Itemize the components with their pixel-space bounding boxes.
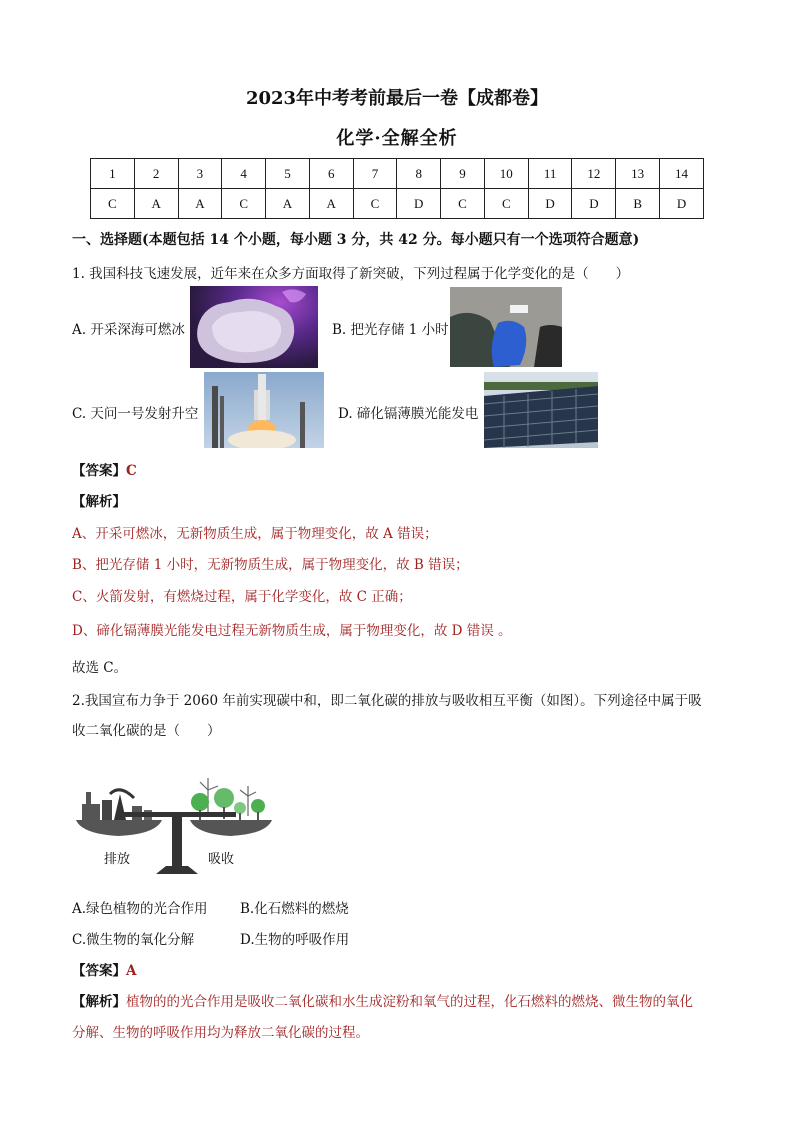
answer-table-number: 12 xyxy=(572,159,616,189)
q2-stem-line2: 收二氧化碳的是（ ） xyxy=(72,723,221,739)
combustible-ice-image xyxy=(190,286,318,368)
figure-absorption-label: 吸收 xyxy=(208,852,235,867)
answer-table-number: 13 xyxy=(616,159,660,189)
answer-table-answer: C xyxy=(441,189,485,219)
answer-table-answer: D xyxy=(528,189,572,219)
q2-answer xyxy=(72,959,136,979)
q2-answer-label: 【答案】 xyxy=(72,963,126,979)
q2-analysis-line1 xyxy=(72,990,693,1010)
q1-conclusion: 故选 C。 xyxy=(72,660,128,676)
page-title: 2023年中考考前最后一卷【成都卷】 xyxy=(245,88,549,109)
answer-table xyxy=(90,158,704,219)
answer-table-number: 3 xyxy=(178,159,222,189)
answer-table-answer: D xyxy=(397,189,441,219)
q1-option-a: A. 开采深海可燃冰 xyxy=(72,322,185,338)
answer-table-answers-row xyxy=(91,189,704,219)
q1-option-d: D. 碲化镉薄膜光能发电 xyxy=(338,406,479,422)
q1-answer-value: C xyxy=(126,463,137,479)
q2-option-c: C.微生物的氧化分解 xyxy=(72,932,195,948)
q1-analysis-d: D、碲化镉薄膜光能发电过程无新物质生成，属于物理变化，故 D 错误 。 xyxy=(72,623,512,639)
rocket-launch-image xyxy=(204,372,324,448)
answer-table-answer: C xyxy=(91,189,135,219)
q2-option-d: D.生物的呼吸作用 xyxy=(240,932,350,948)
answer-table-numbers-row xyxy=(91,159,704,189)
q2-analysis-line2: 分解、生物的呼吸作用均为释放二氧化碳的过程。 xyxy=(72,1025,369,1041)
q2-stem-line1: 2.我国宣布力争于 2060 年前实现碳中和，即二氧化碳的排放与吸收相互平衡（如图）。下列途径中属于吸 xyxy=(72,693,702,709)
carbon-balance-figure xyxy=(76,754,276,878)
answer-table-answer: B xyxy=(616,189,660,219)
q2-option-a: A.绿色植物的光合作用 xyxy=(72,901,208,917)
answer-table-number: 2 xyxy=(134,159,178,189)
answer-table-number: 8 xyxy=(397,159,441,189)
answer-table-number: 14 xyxy=(660,159,704,189)
answer-table-answer: A xyxy=(309,189,353,219)
q1-answer xyxy=(72,459,137,479)
q1-option-b: B. 把光存储 1 小时 xyxy=(332,322,449,338)
q1-option-c: C. 天问一号发射升空 xyxy=(72,406,199,422)
q1-analysis-label: 【解析】 xyxy=(72,494,126,510)
page-subtitle: 化学·全解全析 xyxy=(336,128,458,149)
answer-table-answer: D xyxy=(660,189,704,219)
q1-stem: 1. 我国科技飞速发展，近年来在众多方面取得了新突破，下列过程属于化学变化的是（ ） xyxy=(72,266,630,282)
answer-table-number: 4 xyxy=(222,159,266,189)
light-storage-image xyxy=(450,287,562,367)
section-heading: 一、选择题(本题包括 14 个小题，每小题 3 分，共 42 分。每小题只有一个选项符合题意) xyxy=(72,232,640,248)
q2-analysis-text-1: 植物的的光合作用是吸收二氧化碳和水生成淀粉和氧气的过程，化石燃料的燃烧、微生物的氧化 xyxy=(126,994,693,1010)
answer-table-number: 1 xyxy=(91,159,135,189)
answer-table-number: 7 xyxy=(353,159,397,189)
solar-panel-image xyxy=(484,372,598,448)
answer-table-number: 6 xyxy=(309,159,353,189)
answer-table-answer: A xyxy=(178,189,222,219)
q2-analysis-label: 【解析】 xyxy=(72,994,126,1010)
answer-table-answer: C xyxy=(353,189,397,219)
answer-table-number: 10 xyxy=(484,159,528,189)
q1-analysis-a: A、开采可燃冰，无新物质生成，属于物理变化，故 A 错误； xyxy=(72,526,438,542)
answer-table-answer: A xyxy=(134,189,178,219)
answer-table-number: 11 xyxy=(528,159,572,189)
answer-table-answer: A xyxy=(266,189,310,219)
answer-table-answer: C xyxy=(222,189,266,219)
q1-answer-label: 【答案】 xyxy=(72,463,126,479)
figure-emission-label: 排放 xyxy=(104,852,131,867)
answer-table-answer: C xyxy=(484,189,528,219)
q2-answer-value: A xyxy=(126,963,137,979)
answer-table-answer: D xyxy=(572,189,616,219)
q2-option-b: B.化石燃料的燃烧 xyxy=(240,901,349,917)
answer-table-number: 5 xyxy=(266,159,310,189)
answer-table-number: 9 xyxy=(441,159,485,189)
q1-analysis-b: B、把光存储 1 小时，无新物质生成，属于物理变化，故 B 错误； xyxy=(72,557,469,573)
q1-analysis-c: C、火箭发射，有燃烧过程，属于化学变化，故 C 正确； xyxy=(72,589,412,605)
